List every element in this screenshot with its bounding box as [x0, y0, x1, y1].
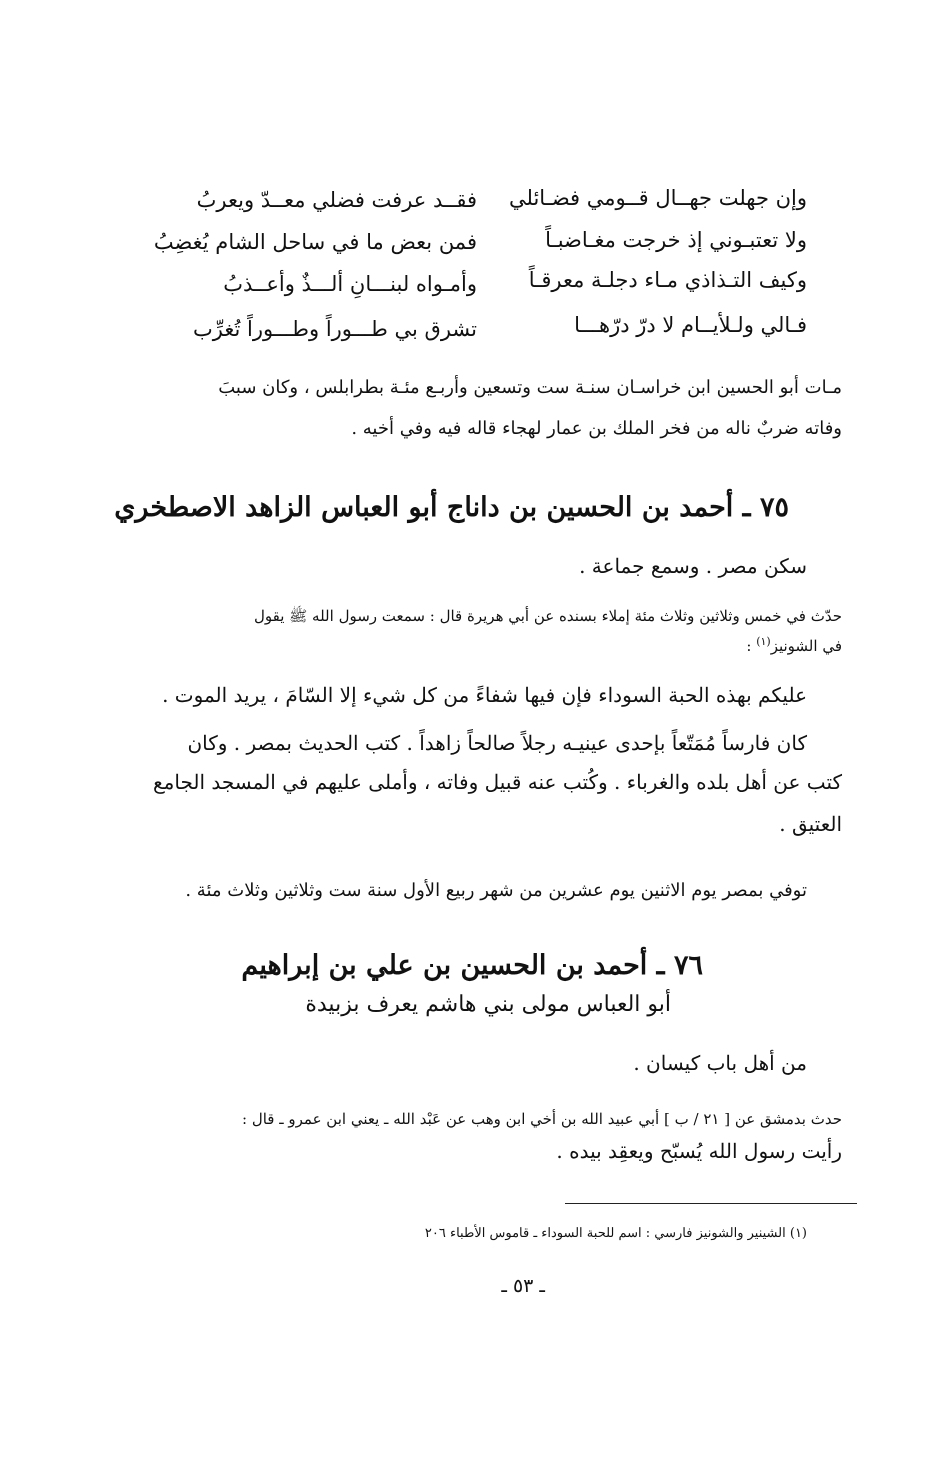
isnad-colon: : — [746, 637, 757, 655]
entry-76-isnad: حدث بدمشق عن [ ٢١ / ب ] أبي عبيد الله بن أخي ابن وهب عن عَبْد الله ـ يعني ابن عمرو ـ قال : — [242, 1110, 842, 1128]
footnote: (١) الشينير والشونيز فارسي : اسم للحبة السوداء ـ قاموس الأطباء ٢٠٦ — [424, 1226, 807, 1241]
entry-76-heading: ٧٦ ـ أحمد بن الحسين بن علي بن إبراهيم — [241, 950, 703, 981]
entry-75-intro: سكن مصر . وسمع جماعة . — [579, 554, 807, 578]
page-number: ـ ٥٣ ـ — [501, 1275, 545, 1297]
entry-75-bio-line-2: كتب عن أهل بلده والغرباء . وكُتب عنه قبيل وفاته ، وأملى عليهم في المسجد الجامع — [153, 770, 842, 794]
verse-1-first: وإن جهلت جهــال قــومي فضـائلي — [509, 186, 807, 210]
death-note-line-2: وفاته ضربٌ ناله من فخر الملك بن عمار لهجاء قاله فيه وفي أخيه . — [351, 418, 842, 439]
footnote-separator — [565, 1203, 857, 1204]
entry-75-isnad-line-2 — [746, 635, 842, 655]
entry-76-subheading: أبو العباس مولى بني هاشم يعرف بزبيدة — [305, 992, 671, 1017]
entry-75-heading: ٧٥ ـ أحمد بن الحسين بن داناج أبو العباس الزاهد الاصطخري — [114, 492, 789, 523]
death-note-line-1: مـات أبو الحسين ابن خراسـان سنـة ست وتسعين وأربـع مئـة بطرابلس ، وكان سببَ — [218, 377, 842, 398]
entry-76-hadith: رأيت رسول الله يُسبّح ويعقِد بيده . — [556, 1139, 842, 1163]
verse-2-first: ولا تعتبـوني إذ خرجت مغـاضبـاً — [545, 228, 807, 252]
entry-76-intro: من أهل باب كيسان . — [633, 1051, 807, 1075]
verse-3-first: وكيف التـذاذي مـاء دجلـة معرقـاً — [528, 268, 807, 292]
entry-75-death: توفي بمصر يوم الاثنين يوم عشرين من شهر ربيع الأول سنة ست وثلاثين وثلاث مئة . — [185, 880, 807, 901]
verse-1-second: فقــد عرفت فضلي معــدّ ويعربُ — [196, 188, 477, 212]
isnad-place: في الشونيز — [770, 637, 842, 655]
entry-75-isnad-line-1: حدّث في خمس وثلاثين وثلاث مئة إملاء بسنده عن أبي هريرة قال : سمعت رسول الله ﷺ يقول — [253, 607, 842, 625]
entry-75-bio-line-3: العتيق . — [779, 812, 842, 836]
verse-4-first: فـالي ولـلأيــام لا درّ درّهـــا — [574, 313, 807, 337]
verse-4-second: تشرق بي طـــوراً وطـــوراً تُغرِّب — [193, 317, 477, 341]
verse-2-second: فمن بعض ما في ساحل الشام يُغضِبُ — [153, 230, 477, 254]
entry-75-hadith: عليكم بهذه الحبة السوداء فإن فيها شفاءً من كل شيء إلا السّامَ ، يريد الموت . — [162, 683, 807, 707]
verse-3-second: وأمـواه لبنـــانِ ألـــذٌ وأعــذبُ — [223, 272, 477, 296]
entry-75-bio-line-1: كان فارساً مُمَتّعاً بإحدى عينيـه رجلاً صالحاً زاهداً . كتب الحديث بمصر . وكان — [187, 731, 807, 755]
footnote-ref: (١) — [756, 635, 771, 648]
